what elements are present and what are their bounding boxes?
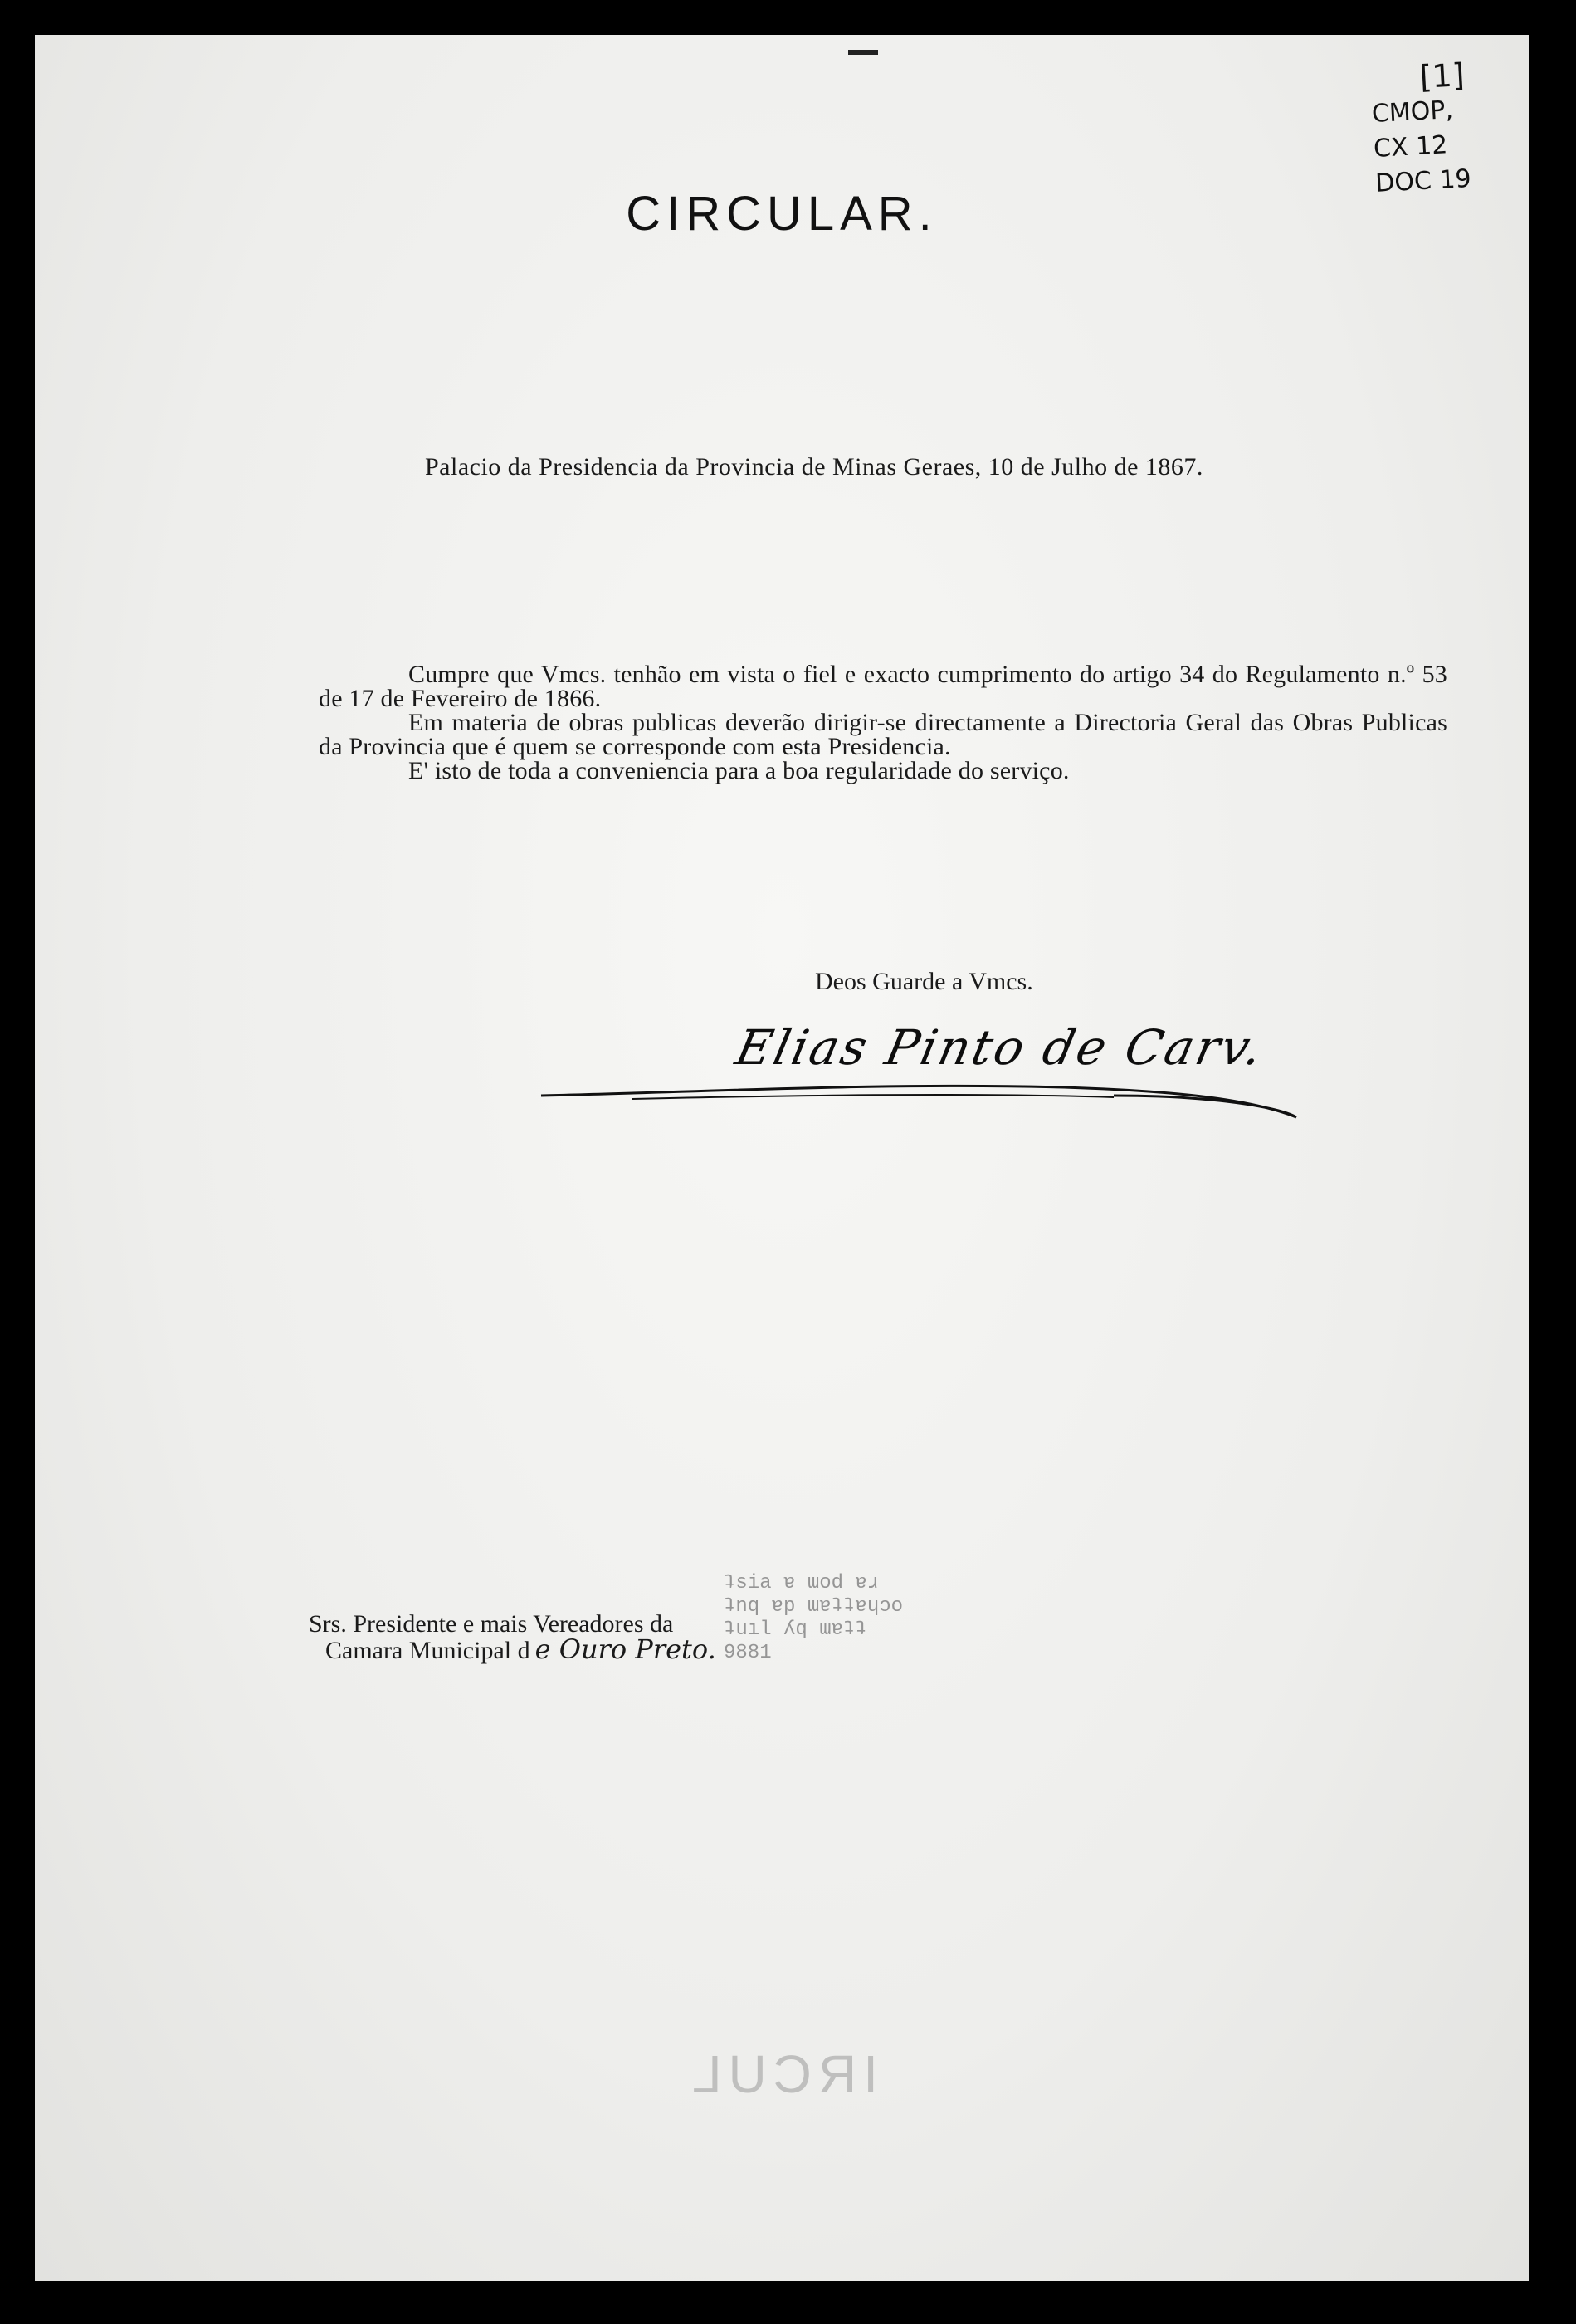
address-handwritten: e Ouro Preto. (534, 1633, 716, 1665)
archive-number: [1] (1418, 56, 1466, 95)
signature (533, 1016, 1346, 1132)
signature-text: Elias Pinto de Carv. (730, 1019, 1270, 1076)
bleed-through-title: IRCUL (685, 2044, 879, 2104)
closing-salutation: Deos Guarde a Vmcs. (815, 968, 1033, 995)
dateline: Palacio da Presidencia da Provincia de Minas Geraes, 10 de Julho de 1867. (425, 453, 1203, 481)
archive-collection: CMOP, (1371, 95, 1454, 129)
address-line-2-printed: Camara Municipal d (325, 1637, 530, 1664)
document-page (35, 35, 1529, 2281)
address-line-2 (309, 1633, 716, 1665)
paragraph: Em materia de obras publicas deverão dirigir-se directamente a Directoria Geral das Obras Publicas da Provincia que é quem se corresponde com esta Presidencia. (319, 709, 1447, 760)
archive-doc: DOC 19 (1374, 164, 1472, 198)
archive-box: CX 12 (1373, 130, 1449, 164)
top-mark (848, 35, 878, 55)
archive-note (1369, 57, 1472, 202)
address-block (309, 1612, 716, 1663)
address-line-1: Srs. Presidente e mais Vereadores da (309, 1610, 674, 1638)
paragraph: Cumpre que Vmcs. tenhão em vista o fiel e exacto cumprimento do artigo 34 do Regulamento n.º 53 de 17 de Fevereiro de 1866. (319, 661, 1447, 712)
paragraph: E' isto de toda a conveniencia para a boa regularidade do serviço. (408, 757, 1070, 784)
document-title: CIRCULAR. (626, 187, 938, 241)
body-text (319, 662, 1447, 783)
stamp: ʇsia ɐ ɯod ɐɹ ʇnq ɐp ɯɐʇʇɐɥɔo ʇuıl ʎq ɯɐʇʇ 9881 (724, 1572, 904, 1664)
